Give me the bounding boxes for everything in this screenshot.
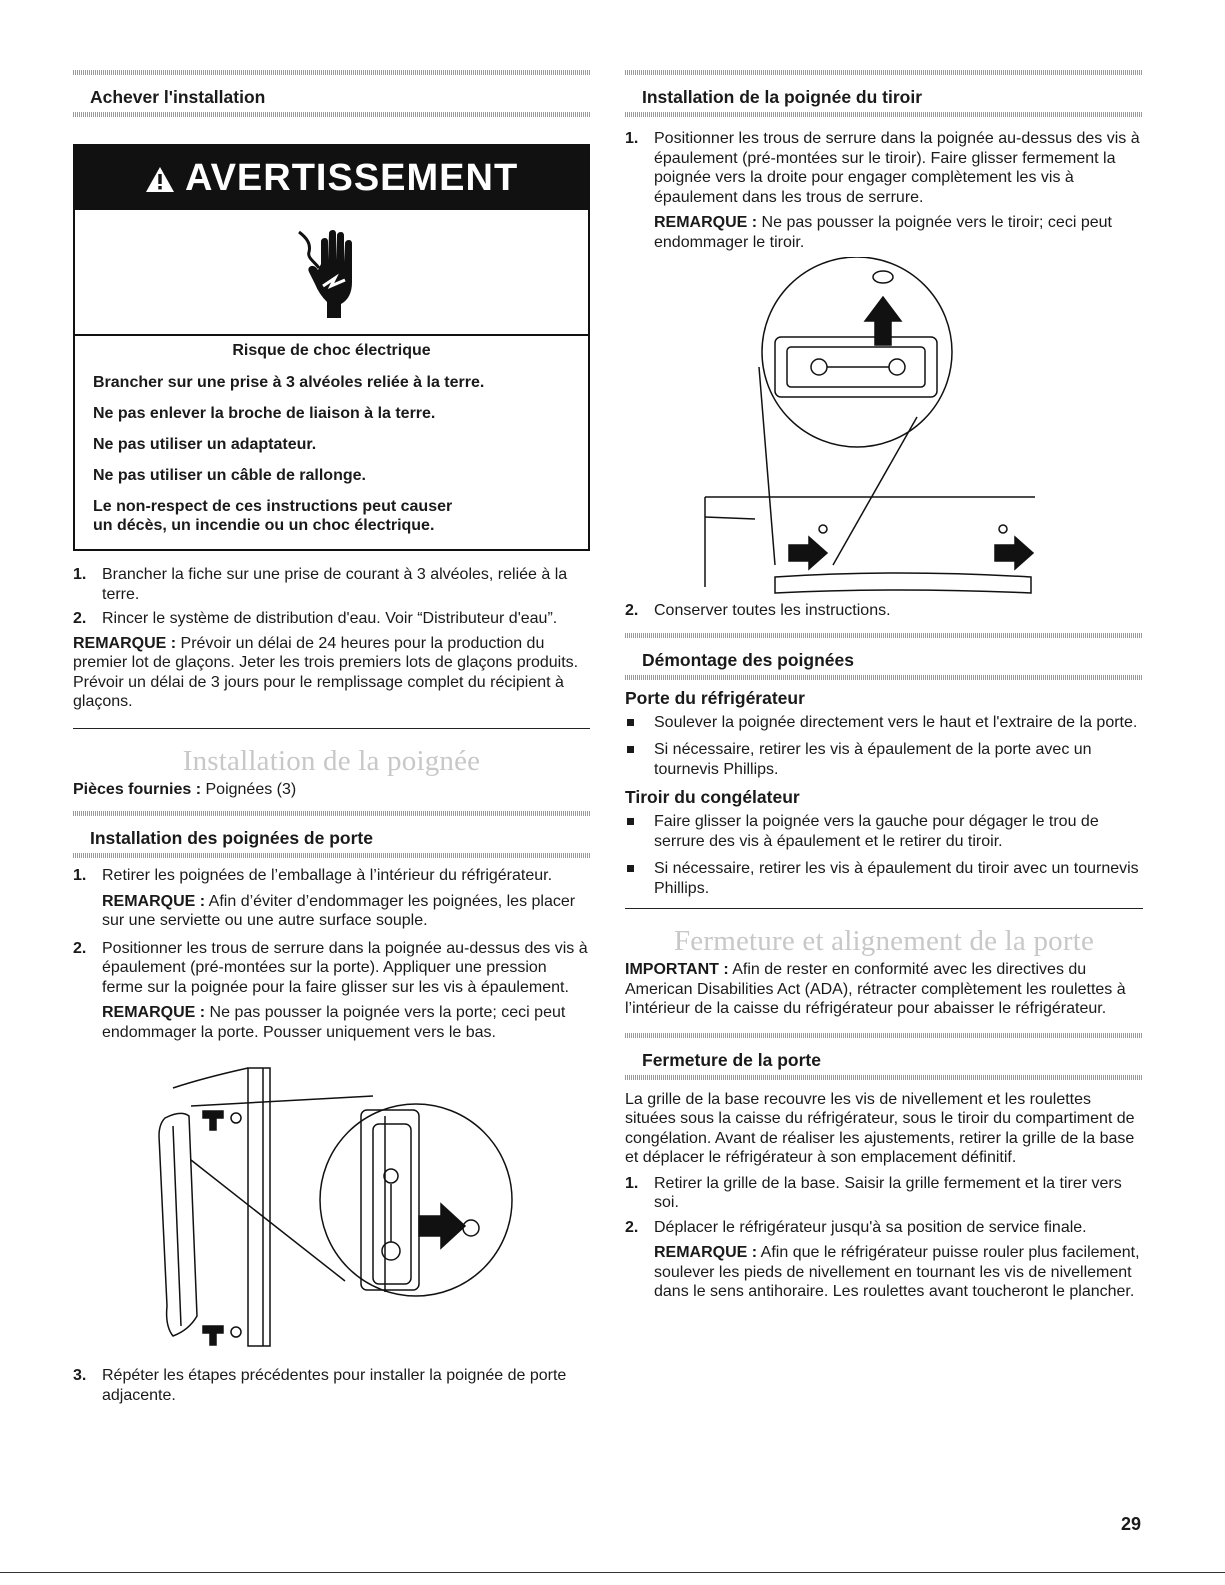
section-rule xyxy=(73,112,590,117)
warning-subtitle: Risque de choc électrique xyxy=(232,342,431,359)
warning-title: AVERTISSEMENT xyxy=(184,157,519,199)
list-item: 2. Conserver toutes les instructions. xyxy=(625,602,891,619)
door-handle-illustration xyxy=(73,1056,590,1356)
warning-line: Ne pas utiliser un câble de rallonge. xyxy=(93,467,366,484)
steps-list xyxy=(73,565,590,629)
drawer-handle-heading: Installation de la poignée du tiroir xyxy=(642,87,923,107)
door-closing-paragraph: La grille de la base recouvre les vis de nivellement et les roulettes situées sous la caisse du réfrigérateur, sous le tiroir du compartiment de congélation. Avant de réaliser les ajustements, retirer la grille de la base et déplacer le réfrigérateur à son emplacement définitif. xyxy=(625,1090,1135,1166)
door-steps-list xyxy=(73,866,590,1042)
list-item: Faire glisser la poignée vers la gauche pour dégager le trou de serrure des vis à épaulement et le retirer du tiroir. xyxy=(625,812,1143,851)
list-item: 1. Retirer la grille de la base. Saisir la grille fermement et la tirer vers soi. xyxy=(625,1174,1122,1211)
electric-shock-hand-icon xyxy=(297,224,367,320)
drawer-steps-list xyxy=(625,129,1143,252)
list-item: 1. Retirer les poignées de l’emballage à l’intérieur du réfrigérateur. REMARQUE : Afin d’éviter d’endommager les poignées, les placer sur une serviette ou une autre surface souple. xyxy=(73,867,576,929)
bottom-rule xyxy=(0,1572,1225,1573)
achever-heading: Achever l'installation xyxy=(90,87,266,107)
freezer-drawer-heading: Tiroir du congélateur xyxy=(625,787,800,807)
section-rule xyxy=(625,112,1143,117)
fridge-door-bullets xyxy=(625,713,1143,780)
door-closing-heading: Fermeture de la porte xyxy=(642,1049,821,1070)
section-rule xyxy=(73,853,590,858)
list-item: 2. Positionner les trous de serrure dans la poignée au-dessus des vis à épaulement (pré-montées sur la porte). Appliquer une pression ferme sur la poignée pour la faire glisser sur les vis à épaulement. REMARQUE : Ne pas pousser la poignée vers la porte; ceci peut endommager la porte. Pousser uniquement vers le bas. xyxy=(73,939,588,1041)
right-column xyxy=(625,70,1143,1307)
list-item: 1. Brancher la fiche sur une prise de courant à 3 alvéoles, reliée à la terre. xyxy=(73,566,568,603)
list-item: 3. Répéter les étapes précédentes pour installer la poignée de porte adjacente. xyxy=(73,1367,567,1404)
list-item: 2. Rincer le système de distribution d'eau. Voir “Distributeur d'eau”. xyxy=(73,610,558,627)
warning-triangle-icon xyxy=(145,157,185,199)
warning-line: Brancher sur une prise à 3 alvéoles reliée à la terre. xyxy=(93,374,485,391)
freezer-drawer-bullets xyxy=(625,812,1143,898)
warning-line: Ne pas enlever la broche de liaison à la terre. xyxy=(93,405,436,422)
warning-line: un décès, un incendie ou un choc électrique. xyxy=(93,517,435,534)
fridge-door-heading: Porte du réfrigérateur xyxy=(625,687,805,708)
section-rule xyxy=(625,675,1143,680)
list-item: Si nécessaire, retirer les vis à épaulement du tiroir avec un tournevis Phillips. xyxy=(625,859,1143,898)
warning-line: Le non-respect de ces instructions peut causer xyxy=(93,498,453,515)
list-item: 1. Positionner les trous de serrure dans la poignée au-dessus des vis à épaulement (pré-montées sur le tiroir). Faire glisser fermement la poignée vers la droite pour engager complètement les vis à épaulement dans les trous de serrure. REMARQUE : Ne pas pousser la poignée vers le tiroir; ceci peut endommager le tiroir. xyxy=(625,130,1140,251)
page-number: 29 xyxy=(1120,1514,1141,1534)
left-column xyxy=(73,70,590,1410)
warning-box xyxy=(73,144,590,551)
note-paragraph: REMARQUE : Prévoir un délai de 24 heures pour la production du premier lot de glaçons. Jeter les trois premiers lots de glaçons produits. Prévoir un délai de 3 jours pour le remplissage complet du récipient à glaçons. xyxy=(73,634,579,710)
parts-line: Pièces fournies : Poignées (3) xyxy=(73,780,297,798)
section-title: Fermeture et alignement de la porte xyxy=(673,925,1095,957)
warning-line: Ne pas utiliser un adaptateur. xyxy=(93,436,317,453)
important-paragraph: IMPORTANT : Afin de rester en conformité avec les directives du American Disabilities Act (ADA), rétracter complètement les roulettes à l’intérieur de la caisse du réfrigérateur pour abaisser le réfrigérateur. xyxy=(625,961,1126,1017)
door-closing-steps xyxy=(625,1174,1143,1302)
door-steps-list-cont xyxy=(73,1366,590,1405)
section-title: Installation de la poignée xyxy=(182,744,481,777)
section-rule xyxy=(625,1075,1143,1080)
removal-heading: Démontage des poignées xyxy=(642,649,854,670)
warning-header xyxy=(75,146,588,210)
list-item: Si nécessaire, retirer les vis à épaulement de la porte avec un tournevis Phillips. xyxy=(625,740,1143,779)
drawer-steps-list-cont xyxy=(625,601,1143,621)
door-handles-heading: Installation des poignées de porte xyxy=(90,828,373,848)
drawer-handle-illustration xyxy=(625,257,1143,597)
list-item: 2. Déplacer le réfrigérateur jusqu'à sa position de service finale. REMARQUE : Afin que le réfrigérateur puisse rouler plus facilement, soulever les pieds de nivellement en tournant les vis de nivellement dans le sens antihoraire. Les roulettes avant toucheront le plancher. xyxy=(625,1218,1140,1300)
list-item: Soulever la poignée directement vers le haut et l'extraire de la porte. xyxy=(625,713,1143,733)
